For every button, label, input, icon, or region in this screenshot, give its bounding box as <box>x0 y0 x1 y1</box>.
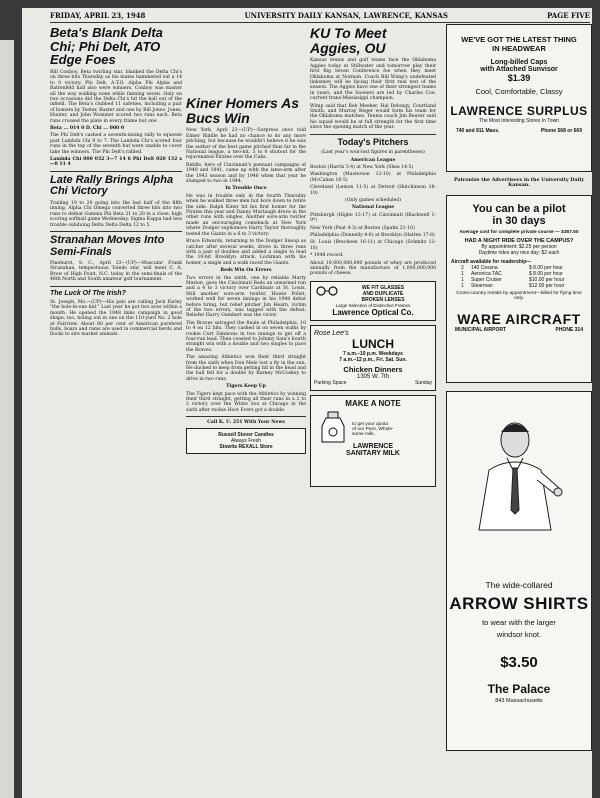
milk-l2: to get your quota <box>352 421 389 427</box>
arrow-l3: windsor knot. <box>496 629 542 639</box>
column-sports-left <box>50 24 182 794</box>
aircraft-count: 2 <box>461 264 464 271</box>
aircraft-model: Aeronica TAC <box>471 270 502 277</box>
article-ku-body-2: Wimp said that Bob Meeker, Hal Delongy, Courtland Smith, and Murray Beger would form his team for the Oklahoma matches. Tennis coach Jim Beaver said his squad would be at full strength for the first time since the opening match of the year. <box>310 103 436 131</box>
article-kiner-body-2: Riddle, hero of Cincinnati's pennant campaigns of 1940 and 1941, came up with the lame-arm after the 1943 season and by 1946 when that year he slumped to two in 1944. <box>186 162 306 185</box>
column-ads <box>446 24 592 794</box>
aircraft-list <box>451 265 587 289</box>
pilot-l7: Aircraft available for readership— <box>451 258 532 265</box>
surplus-l1: WE'VE GOT THE LATEST THING <box>461 35 577 44</box>
pitcher-line: Pittsburgh (Higbe 13-17) at Cincinnati (Blackwell 1-0*) <box>310 212 436 224</box>
ad-rexall <box>186 428 306 454</box>
article-beta-body-2: The Phi Delt's cashed a seventh-inning rally to squeeze past Lambda Chi 9 to 7. The Lambda Chi's scored four runs in the top of the seventh but were unable to cover take the winners. The Phi Delt's rallied. <box>50 133 182 155</box>
article-kiner-body-8: The Tigers kept pace with the Athletics by winning their third straight, getting all their runs in a 2 to 2 victory over the White Sox at Chicago in the sixth after rookie Hoot Evers got a double. <box>186 391 306 413</box>
aircraft-model: Super Cruiser <box>471 276 502 283</box>
arrow-price: $3.50 <box>500 653 538 671</box>
milk-l3: of our Pure, Whole- <box>352 426 394 432</box>
article-kiner-body-4: Bruce Edwards, returning to the Dodger lineup as catcher after several weeks, drove in three runs with a pair of doubles and added a single to lead the 10-hit Brooklyn attack. Lockman with his homer, a single and a walk raced the Giants. <box>186 239 306 266</box>
rose-address: 1305 W. 7th <box>356 373 390 380</box>
aircraft-rate: $12.00 per hour <box>529 282 565 289</box>
ware-brand: WARE AIRCRAFT <box>457 310 581 327</box>
headline-ku-aggies: KU To Meet Aggies, OU <box>310 25 387 56</box>
subhead-reds-win: Reds Win On Errors <box>220 268 272 274</box>
aircraft-count: 1 <box>461 282 464 289</box>
surplus-address: 740 and 911 Mass. <box>456 128 500 134</box>
milk-headline: MAKE A NOTE <box>345 398 401 408</box>
article-kiner-body-3: He was in trouble only in the fourth Thursday when he walked three men but bore down to retire the side. Ralph Kiner hit his first homer for the Pirates this year and Danny Murtaugh drove in the other runs with singles. Another sore-arm twirler made an encouraging comeback at New York where Dodger sophomore Harry Taylor thoroughly tested the Giants in a 6 to 3 victory. <box>186 193 306 237</box>
aircraft-rate: $ 8.00 per hour <box>529 264 563 271</box>
column-sports-middle <box>186 24 306 794</box>
aircraft-count: 1 <box>461 276 464 283</box>
article-luck-irish-body: St. Joseph, Mo.—(UP)—His pals are calling Jack Farley "the hole-in-one kid." Last year he got two aces within a month. He opened the 1948 links campaign in good shape, too, holing out in one on the 110-yard No. 2 hole at Fairview. About 80 per cent of American purebred bulls, boars and rams are used in commercial herds and flocks to sire market animals. <box>50 300 182 338</box>
ware-footer <box>451 327 587 333</box>
pitcher-line: * 1948 record. <box>310 253 344 259</box>
divider <box>310 134 436 135</box>
surplus-l2: IN HEADWEAR <box>492 44 546 53</box>
surplus-l5: Cool, Comfortable, Classy <box>475 87 563 96</box>
rose-hours-2: 7 a.m.–12 p.m., Fri. Sat. Sun. <box>339 356 407 363</box>
pilot-l1: You can be a pilot <box>472 202 566 215</box>
headline-luck-irish: The Luck Of The Irish? <box>50 289 126 297</box>
headline-alpha-chi: Late Rally Brings Alpha Chi Victory <box>50 173 174 198</box>
subhead-tigers: Tigers Keep Up <box>226 384 266 390</box>
headline-todays-pitchers: Today's Pitchers <box>337 136 409 147</box>
call-news-line: Call K. U. 251 With Your News <box>207 420 285 426</box>
rose-hours-1: 7 a.m.–10 p.m. Weekdays <box>343 350 403 357</box>
divider <box>50 231 182 232</box>
pilot-l2: in 30 days <box>492 214 546 227</box>
headline-kiner: Kiner Homers As Bucs Win <box>186 95 300 126</box>
milk-brand-1: LAWRENCE <box>352 442 394 450</box>
article-kiner-body-5: Two errors in the ninth, one by reliable Marty Marion, gave the Cincinnati Reds an unearned run and a 4 to 3 victory over Cardinals at St. Louis. Still another sore-arm twirler, Howie Pollet, worked well for seven innings in his 1948 debut before tiring, but relief pitcher Jim Hearn, victim of the two errors, was tagged with the defeat. Reliefer Harry Gumbert was the victor. <box>186 275 306 319</box>
whey-filler: About 10,000,000,000 pounds of whey are produced annually from the manufacture of 1,000,000,000 pounds of cheese. <box>310 260 436 277</box>
divider <box>186 416 306 417</box>
headline-beta: Beta's Blank Delta Chi; Phi Delt, ATO Edge Foes <box>50 25 163 68</box>
ad-rexall-l1: Russell Stover Candies <box>218 431 274 438</box>
optical-l1: WE FIT GLASSES <box>361 284 405 291</box>
milk-brand-2: SANITARY MILK <box>346 449 400 457</box>
aircraft-count: 1 <box>461 270 464 277</box>
palace-address: 843 Massachusetts <box>495 697 543 704</box>
surplus-price: $1.39 <box>507 73 531 83</box>
rose-dish: Chicken Dinners <box>343 364 403 374</box>
rose-footer <box>314 380 432 386</box>
rose-sunday: Sunday <box>415 379 432 386</box>
arrow-l2: to wear with the larger <box>482 617 556 627</box>
league-american: American League <box>350 157 396 163</box>
ad-rexall-l3: Stowits REXALL Store <box>219 443 273 450</box>
box-score-1: Beta ... 014 0 D. Chi ... 000 0 <box>50 125 125 131</box>
surplus-l3: Long-billed Caps <box>490 59 548 66</box>
man-in-shirt-illustration <box>467 410 567 540</box>
article-alpha-chi-body: Trailing 19 to 20 going into the last half of the fifth inning, Alpha Chi Omega converted three hits into two runs to defeat Gamma Phi Beta 21 to 20 in a close, high scoring softball game Wednesday. Sigma Kappa had less trouble subduing Delta Delta Delta 12 to 5. <box>50 200 182 228</box>
article-beta-body: Bill Conboy, Beta twirling star, blanked the Delta Chi's on three hits Thursday as his mates hammered out a 14 to 0 victory. Phi Delt, A.T.O. Alpha Phi Alpha and Battenfeld hall also were winners. Conboy was master all the way walking none while fanning seven. Only on two occasions did the Delta Chi's hit the ball out of the infield. The Beta's clubbed 11 safeties, including a pair of homers by Teeter, Baxter and one by Bill Jones. Jones, Hunter, and John Wommer scored two runs each. Beta runs crossed the plate in every frame but one. <box>50 69 182 124</box>
box-score-2: Lambda Chi 000 032 3—7 14 6 Phi Delt 020 132 x—8 11 4 <box>50 157 182 168</box>
aircraft-rate: $ 8.00 per hour <box>529 270 563 277</box>
optical-l3: BROKEN LENSES <box>361 296 405 303</box>
optical-l2: AND DUPLICATE <box>362 290 404 297</box>
article-kiner-body-1: New York, April 23—(UP)—Surpress once told Elmer Riddle he had no chance to do any more pitching, but because he wouldn't believe it he was the author of the best game pitched thus far in the National league, a two-hit, 3 to 0 shutout for the rejuvenated Pirates over the Cubs. <box>186 128 306 161</box>
ad-rose-lees <box>310 325 436 391</box>
optical-brand: Lawrence Optical Co. <box>332 307 414 317</box>
ad-arrow-shirts <box>446 391 592 751</box>
ad-rexall-l2: Always Fresh <box>230 437 261 444</box>
subhead-in-trouble: In Trouble Once <box>225 186 267 192</box>
article-stranahan-body: Pinehurst, S. C., April 23—(UP)—Muscular Frank Stranahan, tempestuous Toledo star, will meet C. A. Brow of High Point, N.C. today in the semi-finals of the 48th North and South amateur golf tournament. <box>50 261 182 283</box>
aircraft-model: Stearman <box>471 282 493 289</box>
rose-name: Rose Lee's <box>314 329 349 337</box>
optical-l4: Large Selection of Distinctive Frames <box>335 302 411 308</box>
article-kiner-body-7: The amazing Athletics won their third straight from the sixth when Don Mele lost a fly in the sun. He ducked to keep from getting hit in the head and the ball fell for a double by Barney McCoskey to drive in two runs. <box>186 355 306 382</box>
article-kiner-body-6: The Braves salvaged the finale at Philadelphia, 10 to 4 on 12 hits. They cashed in on seven walks by rookie Curt Simmons in two innings to get off a four-run lead. Then coasted to Johnny Sain's fourth straight win with a double and two singles to pace the Braves. <box>186 320 306 353</box>
surplus-tagline: The Most Interesting Stores In Town <box>479 118 559 124</box>
pitcher-line: New York (Poat 4-3) at Boston (Spahn 21-10) <box>310 225 415 231</box>
surplus-phone: Phone 568 or 669 <box>540 128 582 134</box>
milk-bottle-icon <box>317 410 351 444</box>
divider <box>50 286 182 287</box>
arrow-brand: ARROW SHIRTS <box>449 593 589 613</box>
glasses-icon <box>315 286 339 296</box>
surplus-l4: with Attached Sunvisor <box>480 66 558 73</box>
pitcher-line: Philadelphia (Donnelly 4-6) at Brooklyn (Hatten 17-8) <box>310 232 435 238</box>
aircraft-model: 140 Cessna <box>471 264 498 271</box>
surplus-footer <box>450 128 588 134</box>
pitcher-line: Boston (Harris 3-4) at New York (Shea 14-5) <box>310 164 414 170</box>
arrow-l1: The wide-collared <box>485 579 553 590</box>
ware-address: MUNICIPAL AIRPORT <box>455 326 507 333</box>
ware-phone: PHONE 314 <box>555 326 583 333</box>
pilot-l3: Average cost for complete private course — $357.50 <box>459 229 579 235</box>
pilot-l8: Cross-country rentals by appointment—billed for flying time only. <box>456 290 582 301</box>
pitchers-note: (Last year's won-lost figures in parentheses) <box>321 150 425 156</box>
ad-sanitary-milk <box>310 395 436 487</box>
patronize-line: Patronize the Advertisers in the University Daily Kansan. <box>453 177 584 189</box>
column-sports-right <box>310 24 436 794</box>
pitcher-line: (Only games scheduled) <box>344 197 402 203</box>
header-page-number: PAGE FIVE <box>547 10 590 20</box>
rose-lunch: LUNCH <box>352 336 394 351</box>
page-header <box>50 8 590 23</box>
article-ku-body-1: Kansas tennis and golf teams face the Oklahoma Aggies today at Stillwater and tomorrow play their first Big Seven Conference foe when they meet Oklahoma at Norman. Coach Bill Wimp's undefeated linksmen will be facing their first real test of the season. The Aggies have one of their strongest teams in years, and the Sooners are led by Charles Coe, current trans-Mississippi champion. <box>310 58 436 102</box>
aircraft-row <box>461 283 587 289</box>
milk-text <box>352 422 432 437</box>
ad-lawrence-surplus <box>446 24 592 172</box>
ad-lawrence-optical <box>310 281 436 321</box>
newspaper-page <box>22 8 592 798</box>
pilot-l6: Daytime rides any nice day: $2 each <box>478 249 560 256</box>
header-date: FRIDAY, APRIL 23, 1948 <box>50 10 146 20</box>
surplus-brand: LAWRENCE SURPLUS <box>450 104 588 118</box>
aircraft-rate: $10.00 per hour <box>529 276 565 283</box>
pilot-l4: HAD A NIGHT RIDE OVER THE CAMPUS? <box>464 237 574 244</box>
rose-parking: Parking Space <box>314 379 347 386</box>
divider <box>50 171 182 172</box>
pitcher-line: Washington (Masterson 12-10) at Philadelphia (McCahan 10-5) <box>310 172 436 183</box>
header-masthead: UNIVERSITY DAILY KANSAN, LAWRENCE, KANSAS <box>244 10 448 20</box>
headline-stranahan: Stranahan Moves Into Semi-Finals <box>50 233 165 258</box>
pitcher-line: Cleveland (Lemon 11-5) at Detroit (Hutchinson 18-10) <box>310 185 436 196</box>
league-national: National League <box>351 205 395 211</box>
ad-ware-aircraft <box>446 195 592 383</box>
adjacent-page-edge <box>0 40 14 798</box>
pilot-l5: By appointment: $2.25 per person <box>481 243 557 250</box>
palace-name: The Palace <box>487 681 551 696</box>
pitcher-line: St. Louis (Brecheen 16-11) at Chicago (Schmitz 13-18) <box>310 240 436 251</box>
milk-l4: some milk. <box>352 431 375 437</box>
